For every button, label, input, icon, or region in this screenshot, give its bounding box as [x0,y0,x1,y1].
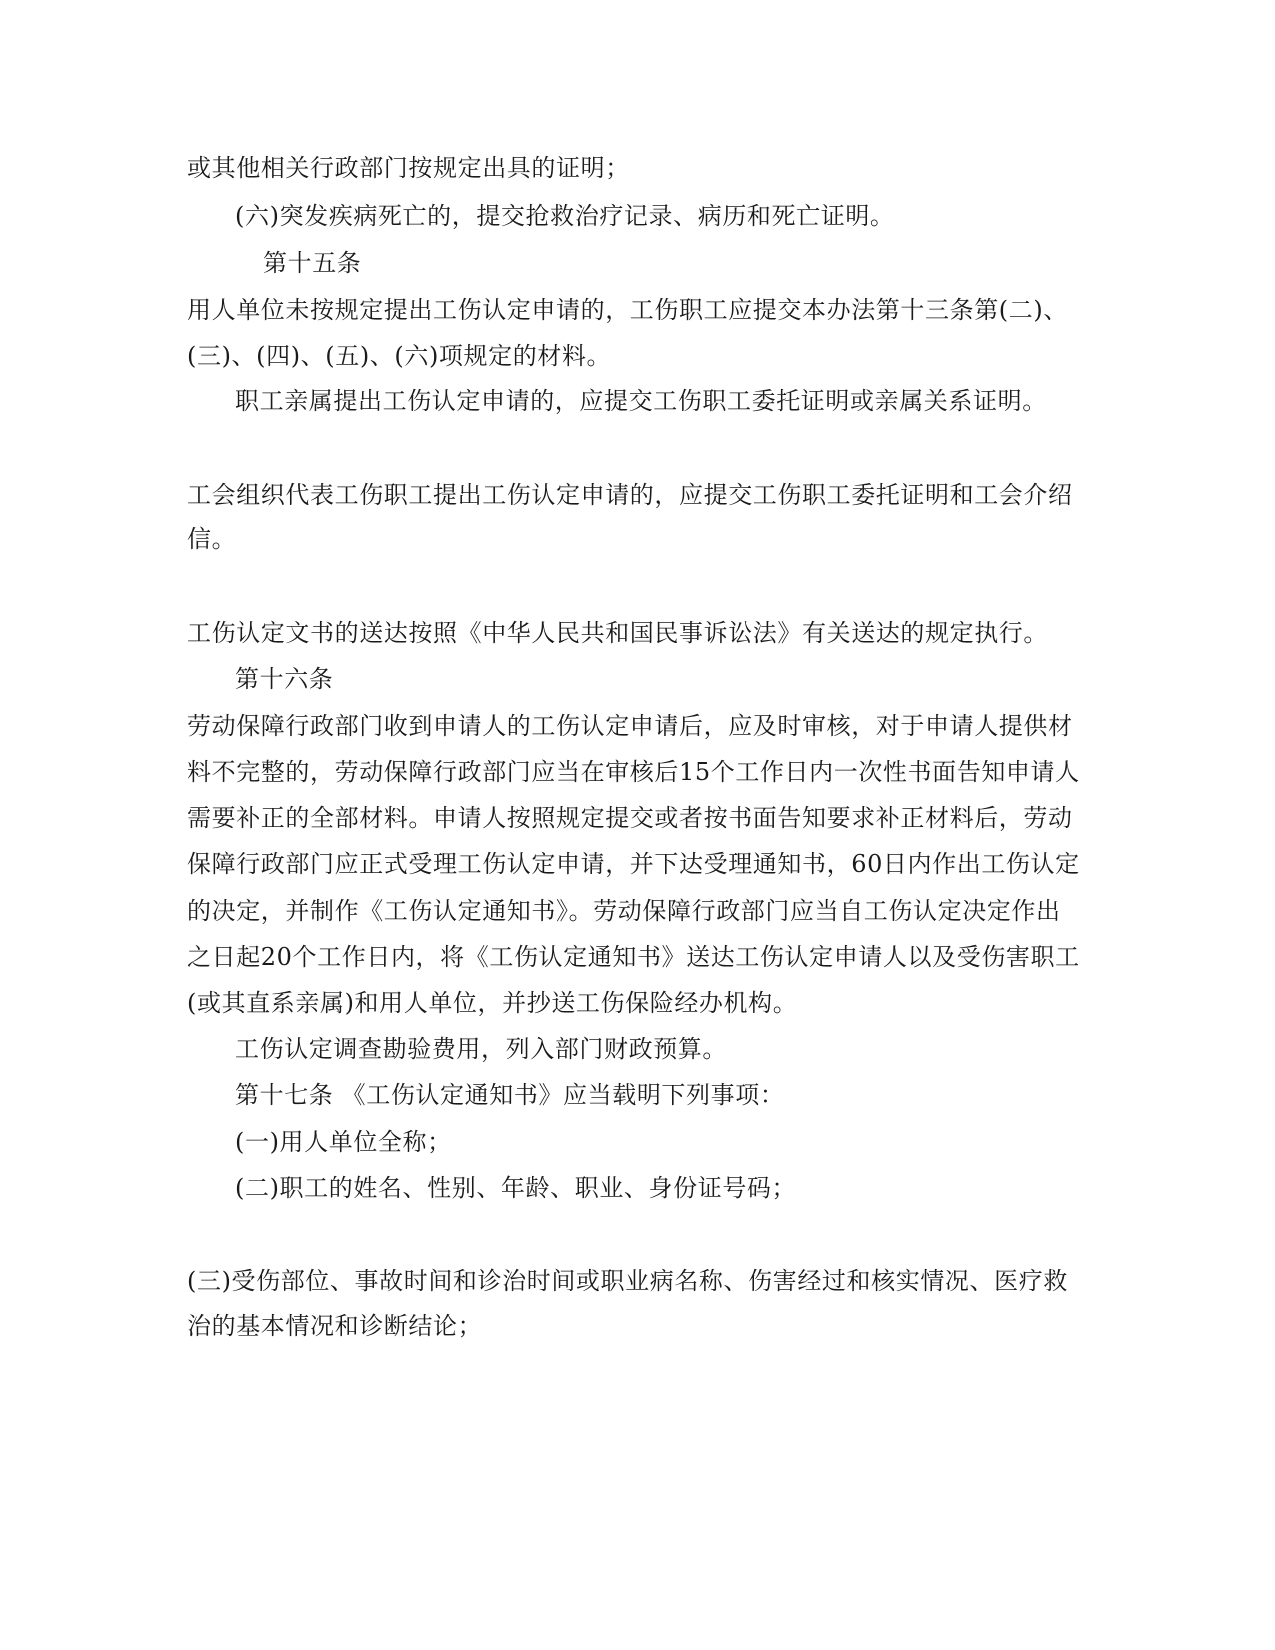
list-item: (一)用人单位全称； [235,1128,452,1156]
text-line: (六)突发疾病死亡的，提交抢救治疗记录、病历和死亡证明。 [235,202,895,230]
text-line: 之日起20个工作日内，将《工伤认定通知书》送达工伤认定申请人以及受伤害职工 [187,943,1080,971]
text-line: 料不完整的，劳动保障行政部门应当在审核后15个工作日内一次性书面告知申请人 [187,758,1080,786]
text-line: 工伤认定文书的送达按照《中华人民共和国民事诉讼法》有关送达的规定执行。 [187,619,1048,647]
text-line: 信。 [187,525,237,553]
text-line: 职工亲属提出工伤认定申请的，应提交工伤职工委托证明或亲属关系证明。 [235,387,1047,415]
text-line: (三)、(四)、(五)、(六)项规定的材料。 [187,342,612,370]
text-line: 劳动保障行政部门收到申请人的工伤认定申请后，应及时审核，对于申请人提供材 [187,712,1073,740]
text-line: 需要补正的全部材料。申请人按照规定提交或者按书面告知要求补正材料后，劳动 [187,804,1073,832]
text-line: 或其他相关行政部门按规定出具的证明； [187,154,630,182]
text-line: 用人单位未按规定提出工伤认定申请的，工伤职工应提交本办法第十三条第(二)、 [187,296,1068,324]
text-line: 治的基本情况和诊断结论； [187,1312,483,1340]
list-item: (二)职工的姓名、性别、年龄、职业、身份证号码； [235,1174,797,1202]
section-heading: 第十六条 [235,665,334,693]
section-heading: 第十七条 《工伤认定通知书》应当载明下列事项： [235,1081,785,1109]
list-item: (三)受伤部位、事故时间和诊治时间或职业病名称、伤害经过和核实情况、医疗救 [187,1267,1068,1295]
text-line: 工伤认定调查勘验费用，列入部门财政预算。 [235,1035,727,1063]
text-line: 保障行政部门应正式受理工伤认定申请，并下达受理通知书，60日内作出工伤认定 [187,850,1080,878]
text-line: (或其直系亲属)和用人单位，并抄送工伤保险经办机构。 [187,989,798,1017]
section-heading: 第十五条 [263,249,362,277]
text-line: 的决定，并制作《工伤认定通知书》。劳动保障行政部门应当自工伤认定决定作出 [187,897,1061,925]
text-line: 工会组织代表工伤职工提出工伤认定申请的，应提交工伤职工委托证明和工会介绍 [187,481,1073,509]
